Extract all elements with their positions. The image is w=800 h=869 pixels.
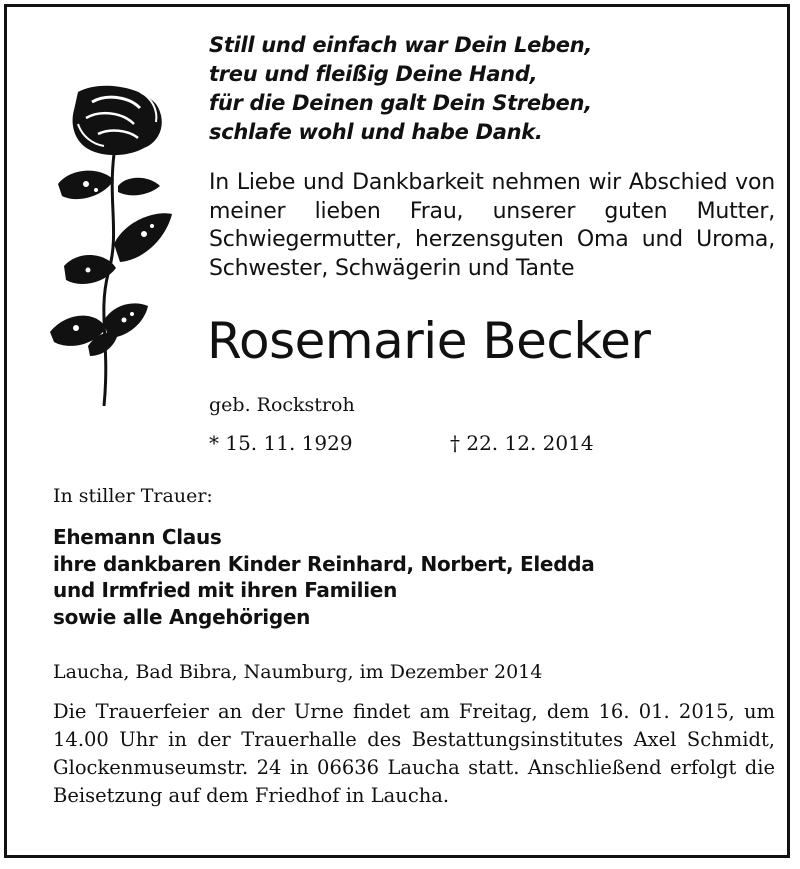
poem-line: treu und fleißig Deine Hand, — [209, 62, 538, 86]
life-dates — [209, 428, 594, 458]
poem-line: Still und einfach war Dein Leben, — [209, 33, 593, 57]
poem-line: schlafe wohl und habe Dank. — [209, 120, 543, 144]
birth-name: geb. Rockstroh — [209, 394, 355, 416]
farewell-text: In Liebe und Dankbarkeit nehmen wir Abschied von meiner lieben Frau, unserer guten Mutter, Schwiegermutter, herzensguten Oma und Uroma, Schwester, Schwägerin und Tante — [209, 170, 775, 281]
mourner-line: und Irmfried mit ihren Familien — [53, 578, 398, 602]
memorial-poem — [209, 31, 592, 147]
rose-icon — [48, 84, 173, 409]
mourner-line: Ehemann Claus — [53, 525, 222, 549]
mourners-list — [53, 524, 594, 630]
mourner-line: ihre dankbaren Kinder Reinhard, Norbert, Eledda — [53, 551, 595, 576]
death-date: † 22. 12. 2014 — [450, 431, 594, 455]
funeral-notice: Die Trauerfeier an der Urne findet am Freitag, dem 16. 01. 2015, um 14.00 Uhr in der Trauerhalle des Bestattungsinstitutes Axel Schmidt, Glockenmuseumstr. 24 in 06636 Laucha statt. Anschließend erfolgt die Beisetzung auf dem Friedhof in Laucha. — [53, 700, 775, 807]
poem-line: für die Deinen galt Dein Streben, — [209, 91, 592, 115]
place-and-date: Laucha, Bad Bibra, Naumburg, im Dezember 2014 — [53, 661, 543, 683]
deceased-name: Rosemarie Becker — [207, 312, 651, 370]
mourning-label: In stiller Trauer: — [53, 485, 213, 507]
birth-date: * 15. 11. 1929 — [209, 431, 353, 455]
mourner-line: sowie alle Angehörigen — [53, 604, 311, 629]
